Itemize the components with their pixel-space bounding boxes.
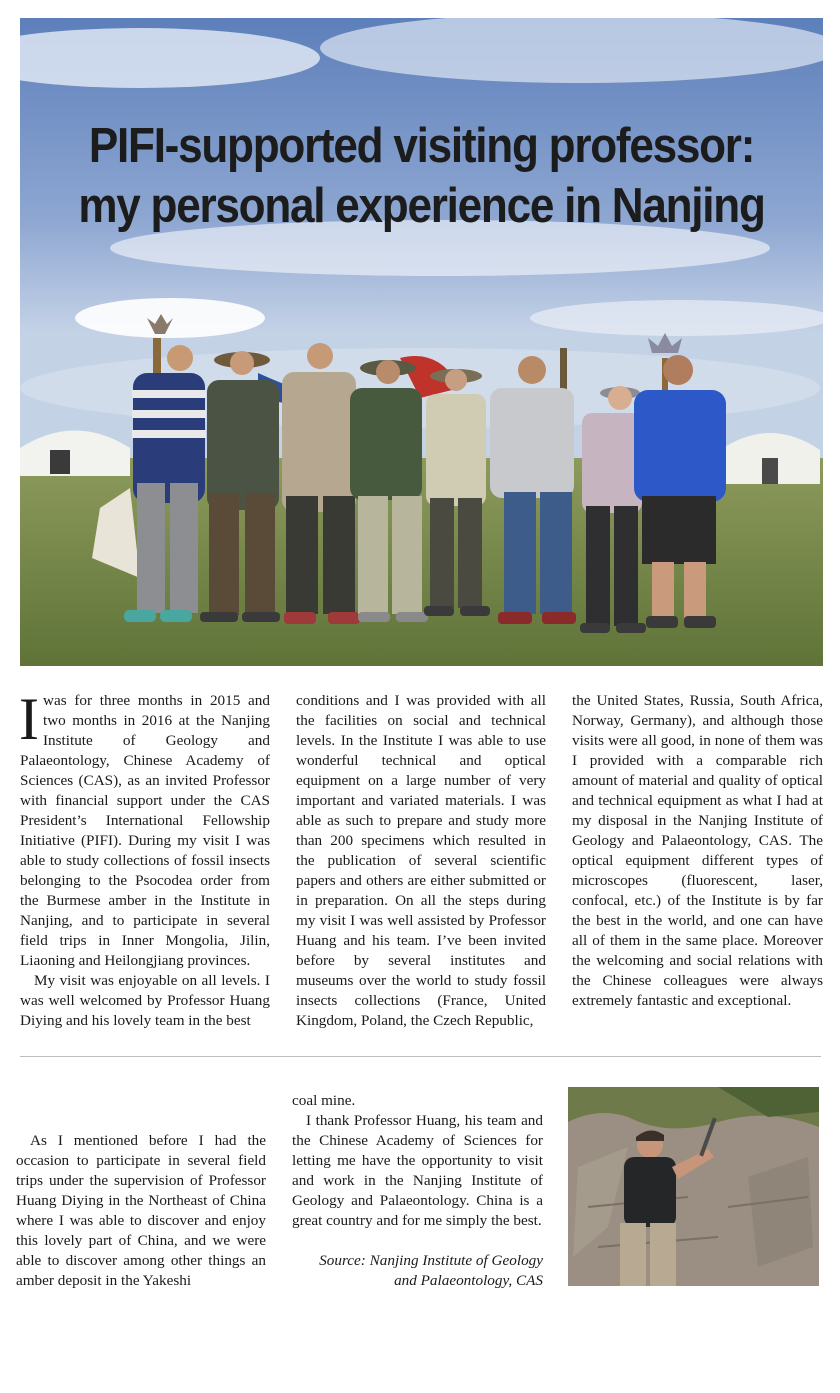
article-column-5 xyxy=(292,1091,543,1231)
article-column-1 xyxy=(19,686,270,1031)
section-divider xyxy=(20,1056,821,1057)
article-paragraph: I thank Professor Huang, his team and the Chinese Academy of Sciences for letting me have the opportunity to visit and work in the Nanjing Institute of Geology and Palaeontology. China is a great country and for me simply the best. xyxy=(292,1112,543,1229)
article-title xyxy=(60,116,783,236)
fieldwork-photo-illustration xyxy=(568,1087,819,1286)
article-text: was for three months in 2015 and two months in 2016 at the Nanjing Institute of Geology and Palaeontology, Chinese Academy of Sciences (CAS), as an invited Professor with financial support under the CAS President’s International Fellowship Initiative (PIFI). During my visit I was able to study collections of fossil insects belonging to the Psocodea order from the Burmese amber in the Institute in Nanjing, and to participate in several field trips in Inner Mongolia, Jilin, Liaoning and Heilongjiang provinces. xyxy=(20,692,270,969)
article-paragraph: My visit was enjoyable on all levels. I was well welcomed by Professor Huang Diying and his lovely team in the best xyxy=(20,972,270,1029)
article-paragraph: conditions and I was provided with all the facilities on social and technical levels. In the Institute I was able to use wonderful technical and optical equipment on a large number of very important and variated materials. I was able as such to prepare and study more than 200 specimens which resulted in the publication of several scientific papers and others are either submitted or in preparation. On all the steps during my visit I was well assisted by Professor Huang and his team. I’ve been invited before by several institutes and museums over the world to study fossil insects collections (France, United Kingdom, Poland, the Czech Republic, xyxy=(296,692,546,1029)
group-photo xyxy=(20,18,823,666)
source-credit-line-1: Source: Nanjing Institute of Geology xyxy=(319,1252,543,1269)
article-paragraph: the United States, Russia, South Africa, Norway, Germany), and although those visits were all good, in none of them was I provided with a comparable rich amount of material and quality of optical and technical equipment as what I had at my disposal in the Nanjing Institute of Geology and Palaeontology, CAS. The optical equipment different types of microscopes (fluorescent, laser, confocal, etc.) of the Institute is by far the best in the world, and one can have all of them in the same place. Moreover the welcoming and social relations with the Chinese colleagues were always extremely fantastic and exceptional. xyxy=(572,692,823,1009)
article-column-4 xyxy=(16,1131,266,1291)
source-credit xyxy=(292,1251,543,1291)
article-title-line-1: PIFI-supported visiting professor: xyxy=(88,119,755,173)
article-title-line-2: my personal experience in Nanjing xyxy=(78,179,765,233)
drop-cap: I xyxy=(19,686,39,752)
article-paragraph: coal mine. xyxy=(292,1092,356,1109)
fieldwork-photo xyxy=(568,1087,819,1286)
article-paragraph: As I mentioned before I had the occasion to participate in several field trips under the supervision of Professor Huang Diying in the Northeast of China where I was able to discover and enjoy this lovely part of China, and we were able to discover among other things an amber deposit in the Yakeshi xyxy=(16,1132,266,1289)
article-paragraph xyxy=(19,686,270,971)
source-credit-line-2: and Palaeontology, CAS xyxy=(394,1272,543,1289)
article-column-3 xyxy=(572,691,823,1011)
article-column-2 xyxy=(296,691,546,1031)
